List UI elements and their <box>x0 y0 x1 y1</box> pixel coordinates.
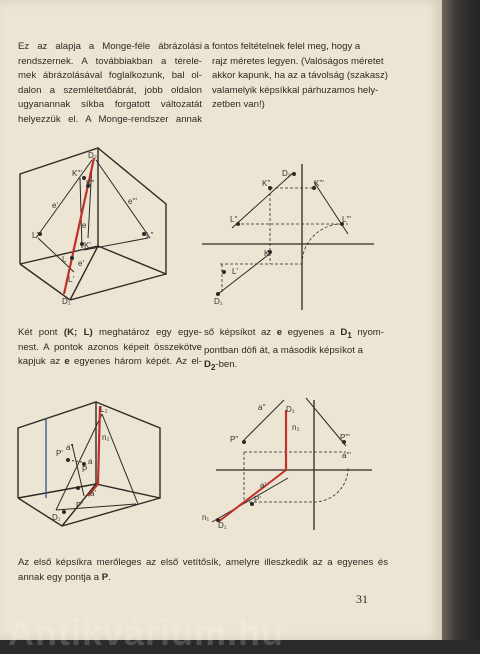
text-line: annak egy pontja a P. <box>18 571 111 583</box>
text-line: nest. A pontok azonos képeit összekötve <box>18 341 202 353</box>
label-k1: K' <box>264 249 271 258</box>
label-d2: D₂ <box>88 151 97 160</box>
text-line: kapjuk az e egyenes három képét. Az el- <box>18 356 202 368</box>
label-d2: D₂ <box>286 405 295 414</box>
figure-monge-kl <box>202 164 378 314</box>
label-k3: K''' <box>314 179 324 188</box>
text-bottom <box>18 556 388 585</box>
text-line: akkor kapunk, ha az a távolság (szakasz) <box>212 70 388 82</box>
text-line: helyezzük el. A Monge-rendszer annak <box>18 113 202 125</box>
label-l1: L' <box>232 267 238 276</box>
text-column-right-top <box>204 40 388 113</box>
label-p2: P'' <box>230 435 239 444</box>
label-l3: L''' <box>32 231 42 240</box>
figure-monge-plane <box>196 396 372 536</box>
text-line: Az első képsíkra merőleges az első vetítősík, amelyre illeszkedik az a egyenes és <box>18 557 388 568</box>
watermark: Antikvárium.hu <box>8 612 285 653</box>
label-k2: K'' <box>262 179 271 188</box>
text-column-left-mid <box>18 326 202 370</box>
label-p3: P''' <box>340 433 350 442</box>
label-n2: n₂ <box>292 423 300 432</box>
label-a: a <box>88 457 93 466</box>
text-line: dalon a szemléltetőábrát, jobb oldalon <box>18 84 202 96</box>
label-d1: D₁ <box>214 297 223 306</box>
text-line: rendszernek. A továbbiakban a térele- <box>18 55 202 67</box>
page-edge <box>442 0 480 640</box>
label-l2: L'' <box>146 231 154 240</box>
label-a1: a' <box>90 489 96 498</box>
label-l1: L' <box>68 275 74 284</box>
label-d1: D₁ <box>62 297 71 306</box>
text-line: pontban döfi át, a második képsíkot a <box>204 344 363 356</box>
label-e-bottom: e' <box>78 259 84 268</box>
label-p2: P' <box>56 449 63 458</box>
label-a2: a'' <box>66 443 74 452</box>
text-line: ső képsíkot az e egyenes a $D_1$ nyom- <box>204 327 384 340</box>
label-k2: K'' <box>86 179 95 188</box>
label-n1: n₁ <box>202 513 210 522</box>
label-p1: P' <box>254 495 261 504</box>
label-d2: D₂ <box>282 169 291 178</box>
label-l3: L''' <box>342 215 352 224</box>
text-line: Ez az alapja a Monge-féle ábrázolási <box>18 41 202 52</box>
label-a1: a' <box>260 481 266 490</box>
label-k3: K''' <box>72 169 82 178</box>
text-line: mek ábrázolásával foglalkozunk, bal ol- <box>18 70 202 82</box>
label-l2: L'' <box>230 215 238 224</box>
label-l-bottom: L <box>62 255 67 264</box>
text-line: zetben van!) <box>212 99 265 111</box>
figure-perspective-kl <box>16 146 176 316</box>
label-l2: L₂ <box>100 405 108 414</box>
text-line: rajz méretes legyen. (Valóságos méretet <box>212 55 384 67</box>
text-line: $D_2$-ben. <box>204 359 238 372</box>
label-k1: K' <box>84 241 91 250</box>
page-number: 31 <box>356 592 368 606</box>
label-e3: e''' <box>128 197 138 206</box>
label-n2: n₂ <box>102 433 110 442</box>
label-p1: P' <box>76 501 83 510</box>
label-d1: D₁ <box>52 513 61 522</box>
label-e2: e <box>82 221 87 230</box>
label-a2: a'' <box>258 403 266 412</box>
text-line: Két pont (K; L) meghatároz egy egye- <box>18 327 202 338</box>
label-p: P <box>82 465 88 474</box>
figure-perspective-plane <box>16 400 166 530</box>
label-a3: a''' <box>342 451 352 460</box>
text-line: a fontos feltételnek felel meg, hogy a <box>204 41 361 52</box>
text-line: ugyanannak síkba forgatott változatát <box>18 99 202 111</box>
label-e1: e' <box>52 201 58 210</box>
text-column-left-top <box>18 40 202 128</box>
label-d1: D₁ <box>218 521 227 530</box>
text-column-right-mid <box>204 326 384 376</box>
text-line: valamelyik képsíkkal párhuzamos hely- <box>212 84 379 96</box>
